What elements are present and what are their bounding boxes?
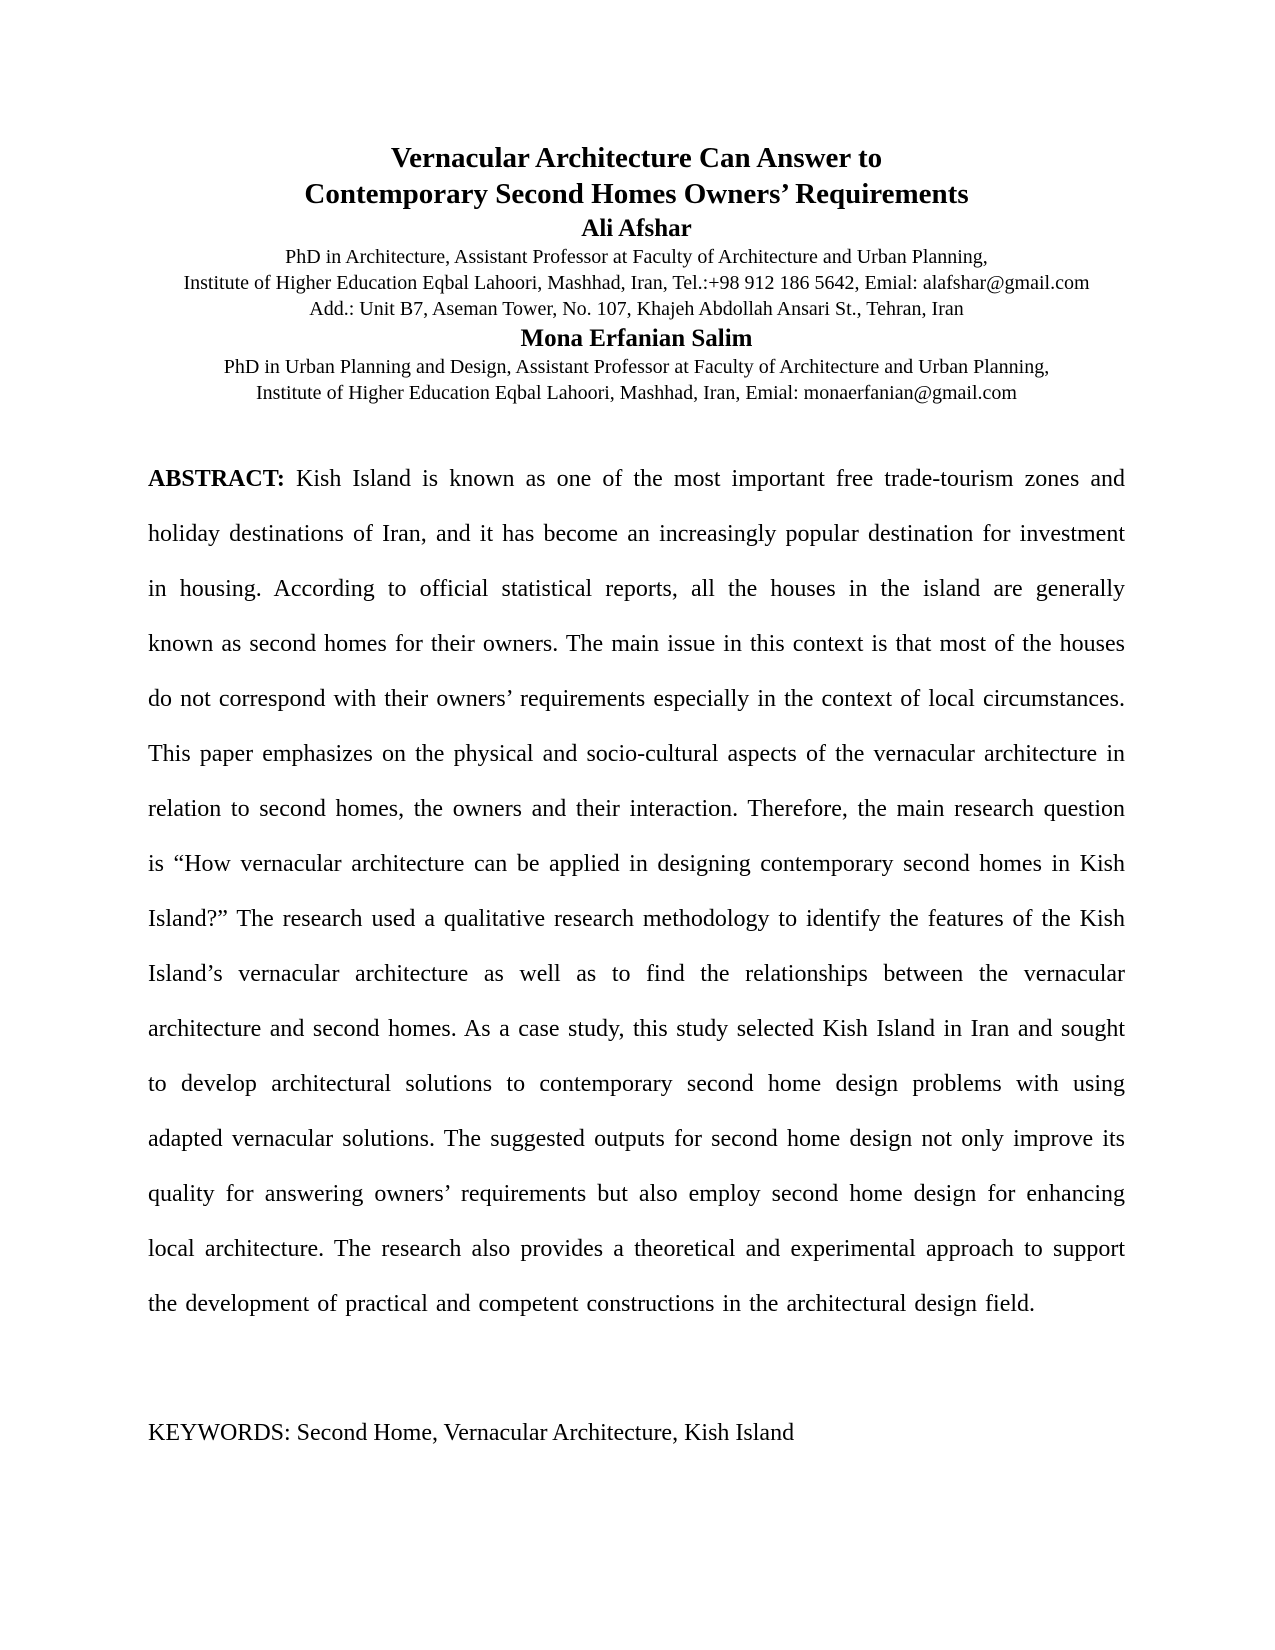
paper-header [148, 140, 1125, 406]
paper-title [148, 140, 1125, 212]
author-2-affiliation-line-1: PhD in Urban Planning and Design, Assistant Professor at Faculty of Architecture and Urban Planning, [223, 356, 1050, 378]
author-2-affiliation-line-2: Institute of Higher Education Eqbal Lahoori, Mashhad, Iran, Emial: monaerfanian@gmail.com [256, 382, 1017, 404]
paper-title-line-2: Contemporary Second Homes Owners’ Requirements [304, 178, 969, 210]
author-block-1 [148, 213, 1125, 322]
keywords-label: KEYWORDS: [148, 1420, 291, 1446]
author-1-affiliation-line-3: Add.: Unit B7, Aseman Tower, No. 107, Khajeh Abdollah Ansari St., Tehran, Iran [309, 298, 964, 320]
abstract-paragraph [148, 452, 1125, 1332]
abstract-text: Kish Island is known as one of the most important free trade-tourism zones and holiday destinations of Iran, and it has become an increasingly popular destination for investment in housing. According to official statistical reports, all the houses in the island are generally known as second homes for their owners. The main issue in this context is that most of the houses do not correspond with their owners’ requirements especially in the context of local circumstances. This paper emphasizes on the physical and socio-cultural aspects of the vernacular architecture in relation to second homes, the owners and their interaction. Therefore, the main research question is “How vernacular architecture can be applied in designing contemporary second homes in Kish Island?” The research used a qualitative research methodology to identify the features of the Kish Island’s vernacular architecture as well as to find the relationships between the vernacular architecture and second homes. As a case study, this study selected Kish Island in Iran and sought to develop architectural solutions to contemporary second home design problems with using adapted vernacular solutions. The suggested outputs for second home design not only improve its quality for answering owners’ requirements but also employ second home design for enhancing local architecture. The research also provides a theoretical and experimental approach to support the development of practical and competent constructions in the architectural design field. [148, 466, 1126, 1317]
author-name-1: Ali Afshar [581, 215, 692, 242]
paper-title-line-1: Vernacular Architecture Can Answer to [390, 142, 883, 174]
author-1-affiliation-line-1: PhD in Architecture, Assistant Professor at Faculty of Architecture and Urban Planning, [285, 246, 988, 268]
author-name-2: Mona Erfanian Salim [520, 325, 753, 352]
author-1-affiliation-line-2: Institute of Higher Education Eqbal Lahoori, Mashhad, Iran, Tel.:+98 912 186 5642, Emial: alafshar@gmail.com [183, 272, 1090, 294]
keywords-text: Second Home, Vernacular Architecture, Kish Island [296, 1420, 795, 1446]
keywords-line [148, 1418, 1125, 1448]
abstract-label: ABSTRACT: [148, 466, 285, 492]
paper-body [148, 452, 1125, 1448]
author-block-2 [148, 323, 1125, 406]
